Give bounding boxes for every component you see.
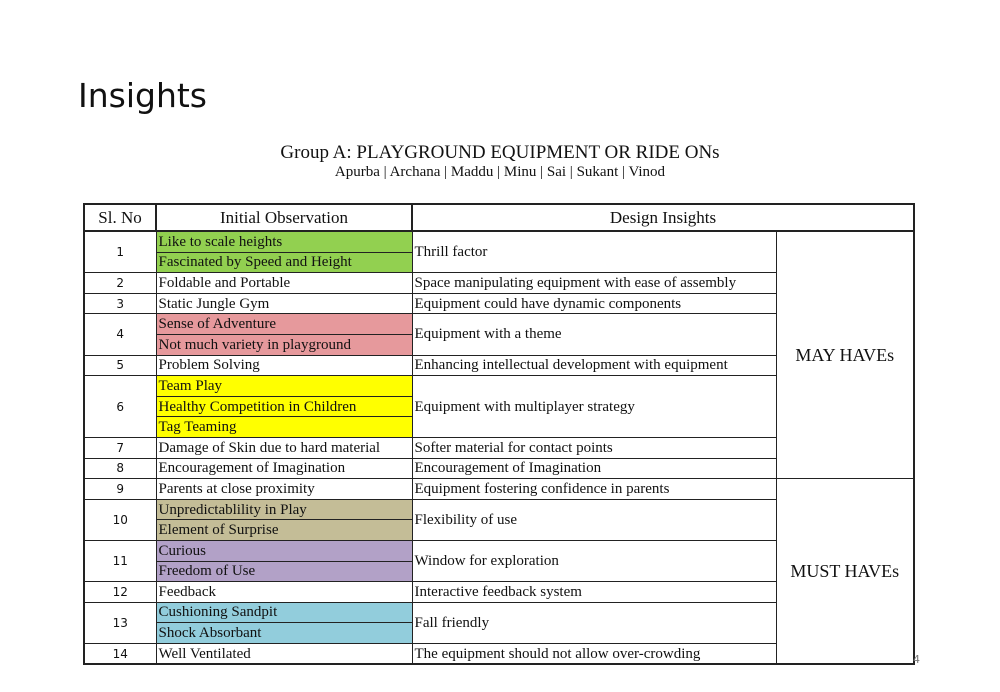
observation-cell: Like to scale heights: [156, 231, 412, 252]
insight-cell: Equipment could have dynamic components: [412, 293, 776, 314]
observation-cell: Damage of Skin due to hard material: [156, 437, 412, 458]
observation-cell: Element of Surprise: [156, 520, 412, 541]
observation-cell: Problem Solving: [156, 355, 412, 376]
observation-cell: Not much variety in playground: [156, 334, 412, 355]
sl-no-cell: 5: [84, 355, 156, 376]
sl-no-cell: 2: [84, 273, 156, 294]
slide-title: Insights: [78, 76, 208, 115]
insight-cell: Equipment with multiplayer strategy: [412, 376, 776, 438]
table-row: [84, 479, 914, 500]
observation-cell: Shock Absorbant: [156, 623, 412, 644]
observation-cell: Team Play: [156, 376, 412, 397]
header-initial-observation: Initial Observation: [156, 204, 412, 231]
sl-no-cell: 6: [84, 376, 156, 438]
sl-no-cell: 4: [84, 314, 156, 355]
page-number: 4: [913, 653, 920, 666]
insight-cell: Thrill factor: [412, 231, 776, 273]
insight-cell: Space manipulating equipment with ease of assembly: [412, 273, 776, 294]
sl-no-cell: 12: [84, 582, 156, 603]
sl-no-cell: 11: [84, 540, 156, 581]
observation-cell: Parents at close proximity: [156, 479, 412, 500]
sl-no-cell: 13: [84, 602, 156, 643]
sl-no-cell: 8: [84, 458, 156, 479]
insight-cell: Equipment fostering confidence in parents: [412, 479, 776, 500]
observation-cell: Well Ventilated: [156, 643, 412, 664]
observation-cell: Curious: [156, 540, 412, 561]
observation-cell: Foldable and Portable: [156, 273, 412, 294]
insight-cell: Window for exploration: [412, 540, 776, 581]
insight-cell: Enhancing intellectual development with equipment: [412, 355, 776, 376]
category-may-haves: MAY HAVEs: [776, 231, 914, 479]
table-row: [84, 231, 914, 252]
observation-cell: Fascinated by Speed and Height: [156, 252, 412, 273]
insight-cell: Flexibility of use: [412, 499, 776, 540]
group-title: Group A: PLAYGROUND EQUIPMENT OR RIDE ONs: [280, 142, 720, 163]
observation-cell: Feedback: [156, 582, 412, 603]
insight-cell: Equipment with a theme: [412, 314, 776, 355]
insights-table: [83, 203, 915, 665]
sl-no-cell: 3: [84, 293, 156, 314]
sl-no-cell: 7: [84, 437, 156, 458]
header-design-insights: Design Insights: [412, 204, 914, 231]
observation-cell: Healthy Competition in Children: [156, 396, 412, 417]
header-sl-no: Sl. No: [84, 204, 156, 231]
group-members: Apurba | Archana | Maddu | Minu | Sai | Sukant | Vinod: [334, 164, 666, 180]
observation-cell: Tag Teaming: [156, 417, 412, 438]
insight-cell: Encouragement of Imagination: [412, 458, 776, 479]
observation-cell: Freedom of Use: [156, 561, 412, 582]
category-must-haves: MUST HAVEs: [776, 479, 914, 665]
sl-no-cell: 9: [84, 479, 156, 500]
observation-cell: Cushioning Sandpit: [156, 602, 412, 623]
table-header-row: [84, 204, 914, 231]
insight-cell: The equipment should not allow over-crowding: [412, 643, 776, 664]
observation-cell: Static Jungle Gym: [156, 293, 412, 314]
insight-cell: Softer material for contact points: [412, 437, 776, 458]
sl-no-cell: 14: [84, 643, 156, 664]
observation-cell: Encouragement of Imagination: [156, 458, 412, 479]
observation-cell: Sense of Adventure: [156, 314, 412, 335]
insight-cell: Interactive feedback system: [412, 582, 776, 603]
sl-no-cell: 1: [84, 231, 156, 273]
observation-cell: Unpredictablility in Play: [156, 499, 412, 520]
insight-cell: Fall friendly: [412, 602, 776, 643]
sl-no-cell: 10: [84, 499, 156, 540]
